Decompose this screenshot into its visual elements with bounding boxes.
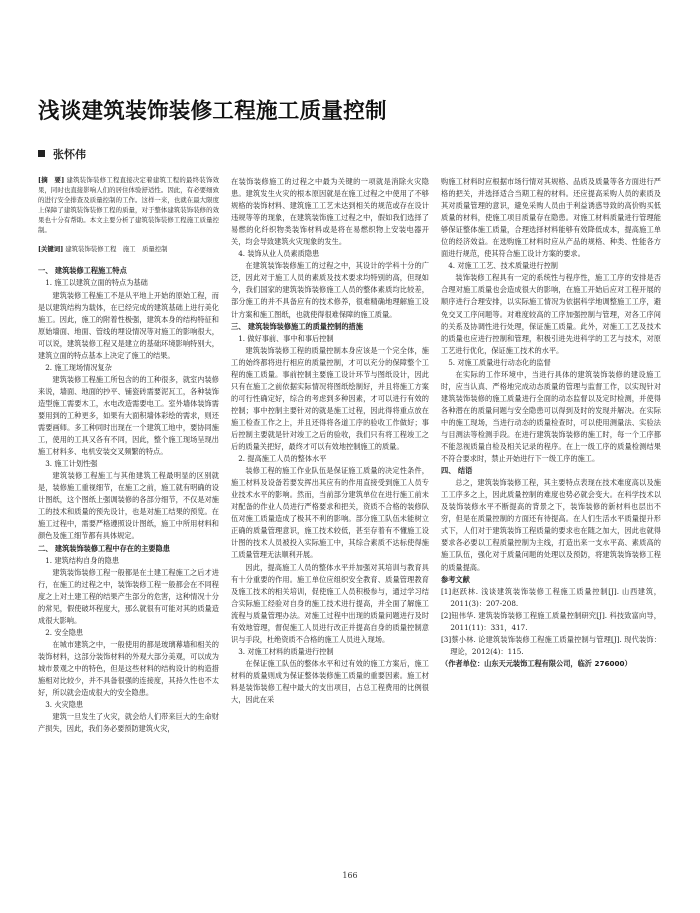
- body-paragraph: 建筑装修工程施工不是从平地上开始的原始工程，而是以建筑结构为载体，在已经完成的建筑基础上进行美化施工。因此，施工的附着性极强，建筑本身的结构特征和原始墙面、地面、管线的埋设情况等对施工的影响很大，可以说，建筑装修工程又是建立的基础环境影响特别大，建筑立面的特点基本上决定了施工的结果。: [38, 290, 219, 360]
- subsection-heading: 4. 对施工工艺、技术质量进行控制: [448, 261, 558, 271]
- author-name: 张怀伟: [53, 148, 86, 161]
- reference-number: [1]: [441, 586, 452, 596]
- body-paragraph: 在城市建筑之中，一般使用的都是玻璃幕墙和相关的装饰材料，这部分装饰材料的外观大部分美观，可以成为城市景观之中的特色，但是这些材料的结构设计的构造措施相对比较少，并不具备很强的连接度，其持久性也不太好，所以就会造成很大的安全隐患。: [38, 639, 219, 698]
- column-left: [38, 176, 219, 735]
- body-paragraph: 装饰装修工程具有一定的系统性与程序性，施工工序的安排是否合理对施工质量也会造成很大的影响，在施工开始后应对工程开展的顺序进行合理安排，以实际施工情况为依据科学地调整施工工序，避免交叉工序问题等。对难度较高的工序加强控制与管理，对各工序间的关系及协调性进行处理，保证施工质量。此外，对施工工艺及技术的质量也应进行控制和管理，积极引进先进科学的工艺与技术，对原工艺进行优化，保证施工技术的水平。: [441, 273, 661, 355]
- reference-number: [2]: [441, 610, 452, 620]
- body-paragraph: 在保证施工队伍的整体水平和过有效的施工方案后，施工材料的质量则成为保证整体装修施工质量的重要因素。施工材料是装饰装修工程中最大的支出项目，占总工程费用的比例很大，因此在采: [231, 658, 429, 705]
- keywords-text: 建筑装饰装修工程 施工 质量控制: [65, 245, 168, 254]
- abstract-text: 建筑装饰装修工程直接决定着建筑工程的最终装饰效果，同时也直接影响人们的居住体验舒适性。因此，有必要细致的进行安全排查及质量控制的工作。这样一来，也就在最大限度上保障了建筑装饰装修工程的质量，对于整体建筑装饰装修的效果也十分有帮助。本文主要分析了建筑装饰装修工程施工质量控制。: [38, 176, 219, 234]
- body-paragraph: 总之，建筑装饰装修工程，其主要特点表现在技术难度高以及施工工序多之上，因此质量控制的难度也势必就会变大。在科学技术以及装饰装修水平不断提高的背景之下，装饰装修的新材料也层出不穷，但是在质量控制的方面还有待提高。在人们生活水平质量提升形式下，人们对于建筑装饰工程质量的要求也在随之加大，因此也就得要求各必要以工程质量控制为主线，打造出来一支水平高、素质高的施工队伍，强化对于质量问题的处理以及预防，将建筑装饰装修工程的质量提高。: [441, 478, 661, 572]
- body-paragraph: 在建筑装饰装修施工的过程之中，其设计的学科十分的广泛，因此对于施工人员的素质及技术要求均特别的高，但现如今，我们国家的建筑装饰装修施工人员的整体素质均比较差，部分施工的并不具备应有的技术修养，很难精确地理解施工设计方案和施工图纸，也就使得很难保障的施工质量。: [231, 261, 429, 319]
- keywords: [38, 244, 219, 254]
- body-paragraph: 建筑一旦发生了火灾，就会给人们带来巨大的生命财产损失，因此，我们务必要预防建筑火灾，: [38, 712, 219, 734]
- body-paragraph: 在装饰装修施工的过程之中最为关键的一项就是消除火灾隐患。建筑发生火灾的根本原因就是在施工过程之中使用了不够规格的装饰材料、建筑施工工艺未达到相关的规范或存在设计违规等等的现象，在建筑装饰施工过程之中，假如我们选择了易燃的化纤织物类装饰材料或是将在易燃织物上安装电器开关，均会导致建筑火灾现象的发生。: [231, 177, 429, 247]
- reference-number: [3]: [441, 634, 452, 644]
- section-heading: 一、 建筑装修工程施工特点: [38, 266, 127, 276]
- author-affiliation: （作者单位：山东天元装饰工程有限公司，临沂 276000）: [441, 658, 632, 668]
- author-marker-icon: [38, 150, 45, 157]
- subsection-heading: 3. 火灾隐患: [45, 700, 84, 710]
- reference-item: [441, 634, 661, 658]
- subsection-heading: 5. 对施工质量进行动态化的监督: [448, 357, 551, 367]
- body-paragraph: 建筑装修工程施工与其他建筑工程最明显的区别就是，装修施工重视细节，在施工之前，施工就有明确的设计图纸，这个图纸上强调装修的各部分细节，不仅是对施工的技术和质量的预先设计，也是对施工结果的预览。在施工过程中，需要严格遵照设计图纸，施工中所用材料和颜色及施工细节都有具体规定。: [38, 471, 219, 541]
- abstract-label: [摘 要]: [38, 176, 65, 184]
- abstract: [38, 176, 219, 235]
- reference-text: 蔡小林. 论建筑装饰装修工程施工质量控制与管理[J]. 现代装饰：理论，2012(4)：115.: [450, 634, 661, 656]
- section-heading: 参考文献: [441, 574, 470, 584]
- body-paragraph: 建筑装饰装修工程的质量控制本身应该是一个完全体，施工的始终都将进行相应的质量控制，才可以充分的保障整个工程的施工质量。事前控制主要施工设计环节与图纸设计，因此只有在施工之前依据实际情况将图纸绘制好，并且将施工方案的可行性确定好，综合的考虑到多种因素，才可以进行有效的控制；事中控制主要针对的就是施工过程，因此得将重点放在施工检查工作之上，并且还得将各道工序的验收工作做好；事后控制主要就是针对竣工之后的验收，我们只有将工程竣工之后的质量关把好，最终才可以有效地控制施工的质量。: [231, 345, 429, 452]
- page-number: 166: [342, 871, 358, 880]
- body-paragraph: 因此，提高施工人员的整体水平并加强对其培训与教育具有十分重要的作用。施工单位应组织安全教育、质量管理教育及施工技术的相关培训，促使施工人员积极参与，通过学习结合实际施工经验对自身的施工技术进行提高，并全面了解施工流程与质量管理办法。对施工过程中出现的质量问题进行及时有效地管理，督促施工人员进行改正并提高自身的质量控制意识与手段，杜绝资质不合格的施工人员进入现场。: [231, 562, 429, 644]
- subsection-heading: 3. 施工计划性强: [45, 459, 98, 469]
- subsection-heading: 1. 施工以建筑立面的特点为基础: [45, 278, 148, 288]
- body-paragraph: 建筑装饰装修工程一般都是在土建工程施工之后才进行，在施工的过程之中，装饰装修工程一般都会在不同程度之上对土建工程的结果产生部分的危害，这种情况十分的常见，假使破坏程度大，那么就很有可能对其的质量造成很大影响。: [38, 567, 219, 625]
- subsection-heading: 1. 做好事前、事中和事后控制: [238, 333, 334, 343]
- author-line: [38, 146, 86, 162]
- subsection-heading: 2. 施工现场情况复杂: [45, 362, 112, 372]
- reference-item: [441, 610, 661, 634]
- subsection-heading: 1. 建筑结构自身的隐患: [45, 555, 120, 565]
- subsection-heading: 2. 安全隐患: [45, 627, 84, 637]
- subsection-heading: 4. 装饰从业人员素质隐患: [238, 249, 320, 259]
- subsection-heading: 3. 对施工材料的质量进行控制: [238, 646, 334, 656]
- body-paragraph: 建筑装修工程施工所包含的的工种很多，就室内装修来说，墙面、地面的抄平、铺瓷砖需要泥瓦工，各种装饰造型施工需要木工，水电改造需要电工。室外墙体装饰需要用到的工种更多，如果有大面积墙体彩绘的需求，则还需要画师。多工种同时出现在一个建筑工地中，要协同施工，使用的工具又各有不同，因此，整个施工现场呈现出施工材料多、电机安装交叉频繁的特点。: [38, 374, 219, 457]
- reference-text: 钮伟华. 建筑装饰装修工程施工质量控制研究[J]. 科技致富向导，2011(11)：331，417.: [450, 610, 661, 632]
- keywords-label: [关键词]: [38, 245, 64, 254]
- body-paragraph: 装修工程的施工作业队伍是保证施工质量的决定性条件，施工材料及设备若要发挥出其应有的作用直接受到施工人员专业技术水平的影响。然而，当前部分建筑单位在进行施工前未对配备的作业人员进行严格要求和把关，资质不合格的装修队伍对施工质量造成了极其不利的影响。部分施工队伍未能树立正确的质量管理意识，施工技术较低，甚至存着有不懂施工设计图的技术人员被投入实际施工中，其综合素质不达标使得施工质量管理无法顺利开展。: [231, 466, 429, 560]
- column-right: [441, 176, 661, 670]
- body-paragraph: 在实际的工作环境中，当进行具体的建筑装饰装修的建设施工时，应当认真、严格地完成动态质量的管理与监督工作，以实现针对建筑装饰装修的施工质量进行全面的动态监督以及定时检测，并使得各种潜在的质量问题与安全隐患可以得到及时的发现并解决。在实际中的施工现场，当进行动态的质量检查时，可以使用测量法、实验法与目测法等检测手段。在进行建筑装饰装修的施工时，每一个工序都不能忽视质量自检及相关记录的程序。在上一级工序的质量检测结果不符合要求时，禁止开始进行下一级工序的施工。: [441, 369, 661, 464]
- article-title: 浅谈建筑装饰装修工程施工质量控制: [38, 99, 387, 124]
- section-heading: 二、 建筑装饰装修工程中存在的主要隐患: [38, 543, 170, 553]
- body-paragraph: 购施工材料时应根据市场行情对其规格、品质及质量等各方面进行严格的把关，并选择适合当期工程的材料。还应提高采购人员的素质及其对质量管理的意识，避免采购人员由于利益诱惑导致的高价购买低质量的材料，使施工项目质量存在隐患。对施工材料质量进行管理能够保证整体施工质量，合理选择材料能够有效降低成本，提高施工单位的经济效益。在选购施工材料时应从产品的规格、种类、性能各方面进行规范，使其符合施工设计方案的要求。: [441, 177, 661, 259]
- column-middle: [231, 176, 429, 706]
- subsection-heading: 2. 提高施工人员的整体水平: [238, 454, 327, 464]
- section-heading: 四、 结语: [441, 466, 473, 476]
- section-heading: 三、 建筑装饰装修施工的质量控制的措施: [231, 321, 363, 331]
- reference-item: [441, 586, 661, 610]
- reference-text: 赵跃林. 浅谈建筑装饰装修工程施工质量控制[J]. 山西建筑，2011(3)：207-208.: [450, 586, 661, 608]
